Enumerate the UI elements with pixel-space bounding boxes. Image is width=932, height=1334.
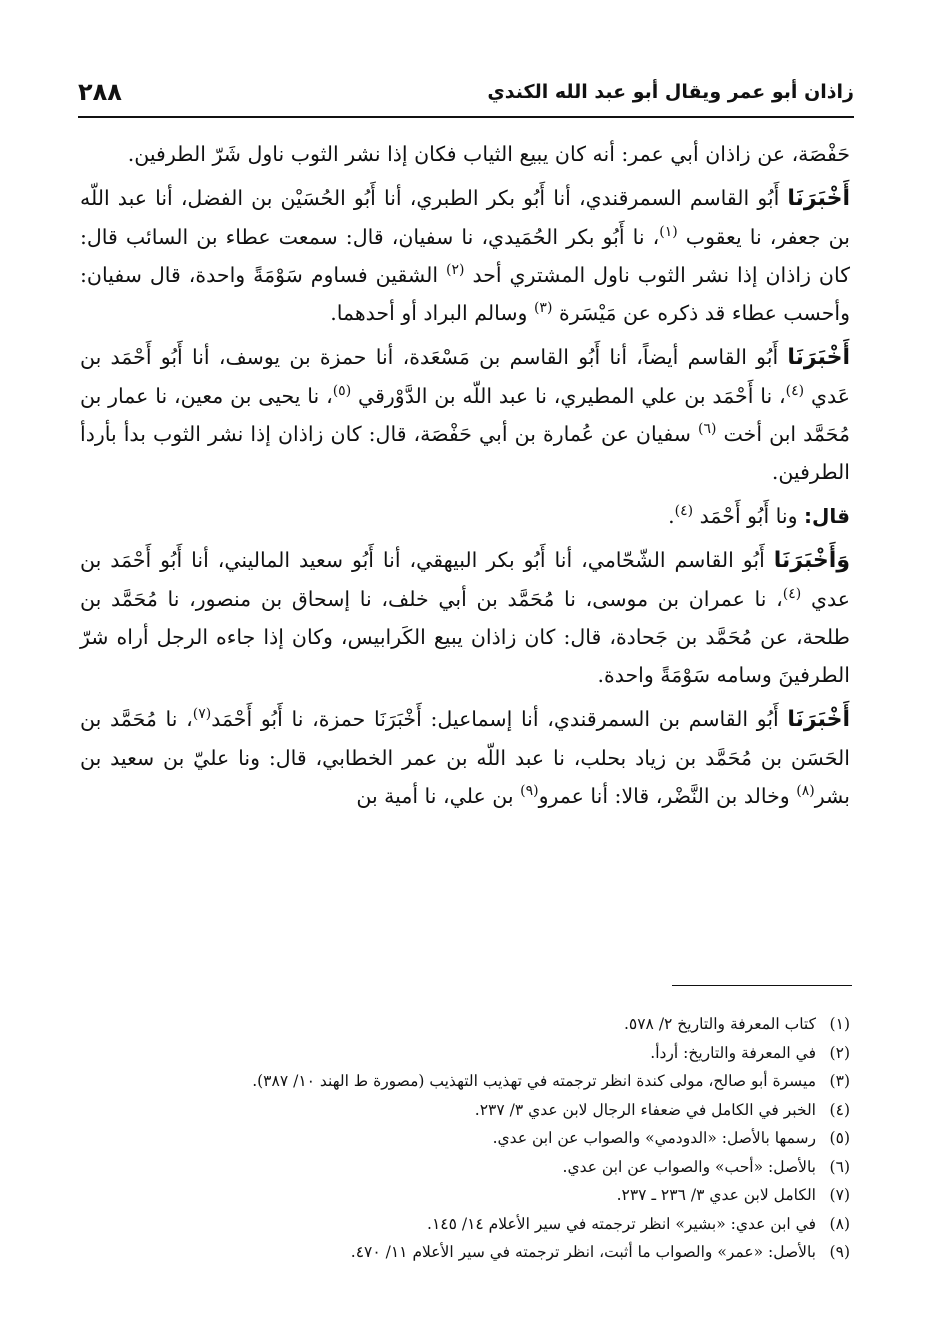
footnote-number: (٦) xyxy=(829,1157,850,1176)
paragraph-2 xyxy=(80,179,850,332)
akhbarana-keyword: أَخْبَرَنَا xyxy=(787,186,850,211)
footnote-number: (٤) xyxy=(829,1100,850,1119)
page-header xyxy=(78,72,854,112)
qal-keyword: قال: xyxy=(804,504,850,528)
text-segment: أَبُو القاسم السمرقندي، أنا أَبُو بكر الطبري، أنا أَبُو الحُسَيْن بن الفضل، أنا عبد اللّه بن جعفر، نا يعقوب xyxy=(80,186,850,249)
footnote-separator xyxy=(672,985,852,986)
footnote-ref-5[interactable]: (٥) xyxy=(332,383,352,400)
footnote-text: رسمها بالأصل: «الدودمي» والصواب عن ابن عدي. xyxy=(492,1129,816,1147)
footnote-text: بالأصل: «أحب» والصواب عن ابن عدي. xyxy=(562,1157,816,1176)
footnote-item xyxy=(80,1067,850,1096)
text-segment: ، نا أَحْمَد بن علي المطيري، نا عبد اللّه بن الدَّوْرقي xyxy=(358,384,786,408)
akhbarana-keyword: وَأَخْبَرَنَا xyxy=(773,548,850,573)
text-segment: أَبُو القاسم أيضاً، أنا أَبُو القاسم بن مَسْعَدة، أنا حمزة بن يوسف، أنا أَبُو أَحْمَد بن عَدي xyxy=(80,345,850,408)
akhbarana-keyword: أَخْبَرَنَا xyxy=(787,707,850,732)
footnote-ref-4[interactable]: (٤) xyxy=(674,503,694,520)
text-segment: . xyxy=(668,504,675,528)
footnote-text: بالأصل: «عمر» والصواب ما أثبت، انظر ترجمته في سير الأعلام ١١/ ٤٧٠. xyxy=(350,1243,816,1261)
text-segment: أَبُو القاسم الشّحّامي، أنا أَبُو بكر البيهقي، أنا أَبُو سعيد الماليني، أنا أَبُو أَحْمَد بن عدي xyxy=(80,548,850,611)
running-head: زاذان أبو عمر ويقال أبو عبد الله الكندي xyxy=(487,81,854,103)
text-segment: ، نا يحيى بن معين، نا عمار بن مُحَمَّد ابن أخت xyxy=(80,384,850,446)
footnote-item xyxy=(80,1010,850,1039)
footnote-item xyxy=(80,1039,850,1068)
text-segment: ، نا مُحَمَّد بن الحَسَن بن مُحَمَّد بن زياد بحلب، نا عبد اللّه بن عمر الخطابي، قال: ونا عليّ بن سعيد بن بشر xyxy=(80,707,850,808)
footnote-text: في المعرفة والتاريخ: أردأ. xyxy=(650,1043,816,1062)
footnote-item xyxy=(80,1181,850,1210)
footnote-text: كتاب المعرفة والتاريخ ٢/ ٥٧٨. xyxy=(623,1015,816,1033)
footnote-number: (٧) xyxy=(829,1186,850,1204)
footnote-ref-7[interactable]: (٧) xyxy=(192,706,212,723)
header-rule xyxy=(78,116,854,118)
footnote-text: الكامل لابن عدي ٣/ ٢٣٦ ـ ٢٣٧. xyxy=(616,1186,816,1204)
footnote-number: (١) xyxy=(829,1015,850,1033)
paragraph-1 xyxy=(80,135,850,173)
footnote-ref-9[interactable]: (٩) xyxy=(520,783,539,800)
text-segment: ، نا عمران بن موسى، نا مُحَمَّد بن أبي خلف، نا إسحاق بن منصور، نا مُحَمَّد بن طلحة، عن مُحَمَّد بن جَحادة، قال: كان زاذان يبيع الكَرابيس، وكان إذا جاءه الرجل أراه شرّ الطرفينَ وسامه سَوْمَةً واحدة. xyxy=(80,587,850,687)
footnote-text: الخبر في الكامل في ضعفاء الرجال لابن عدي ٣/ ٢٣٧. xyxy=(474,1100,816,1119)
footnote-number: (٨) xyxy=(829,1214,850,1233)
footnote-item xyxy=(80,1238,850,1267)
footnote-text: ميسرة أبو صالح، مولى كندة انظر ترجمته في تهذيب التهذيب (مصورة ط الهند ١٠/ ٣٨٧). xyxy=(252,1072,816,1090)
footnote-item xyxy=(80,1153,850,1182)
footnote-ref-1[interactable]: (١) xyxy=(659,224,678,241)
footnote-ref-8[interactable]: (٨) xyxy=(796,783,815,800)
paragraph-1-text: حَفْصَة، عن زاذان أبي عمر: أنه كان يبيع الثياب فكان إذا نشر الثوب ناول شَرّ الطرفين. xyxy=(127,142,850,166)
text-segment: أَبُو القاسم بن السمرقندي، أنا إسماعيل: أَخْبَرَنَا حمزة، نا أَبُو أَحْمَد xyxy=(211,707,788,731)
footnote-number: (٩) xyxy=(829,1243,850,1261)
footnote-ref-2[interactable]: (٢) xyxy=(446,262,465,279)
paragraph-6 xyxy=(80,700,850,815)
footnote-ref-6[interactable]: (٦) xyxy=(698,421,717,438)
text-segment: وخالد بن النَّضْر، قالا: أنا عمرو xyxy=(538,784,797,808)
footnote-number: (٥) xyxy=(829,1129,850,1147)
footnote-text: في ابن عدي: «بشير» انظر ترجمته في سير الأعلام ١٤/ ١٤٥. xyxy=(427,1214,816,1233)
paragraph-3 xyxy=(80,338,850,491)
footnote-number: (٣) xyxy=(829,1072,850,1090)
footnote-number: (٢) xyxy=(829,1043,850,1062)
footnote-item xyxy=(80,1124,850,1153)
footnotes xyxy=(80,1010,850,1267)
page-number: ٢٨٨ xyxy=(78,78,122,106)
footnote-item xyxy=(80,1096,850,1125)
text-segment: وسالم البراد أو أحدهما. xyxy=(330,301,534,325)
text-segment: بن علي، نا أمية بن xyxy=(356,784,521,808)
text-segment: سفيان عن عُمارة بن أبي حَفْصَة، قال: كان زاذان إذا نشر الثوب بدأ بأردأ الطرفين. xyxy=(80,422,850,484)
footnote-ref-3[interactable]: (٣) xyxy=(533,300,553,317)
text-segment: ، نا أَبُو بكر الحُمَيدي، نا سفيان، قال: سمعت عطاء بن السائب قال: كان زاذان إذا نشر الثوب ناول المشتري أحد xyxy=(80,225,850,287)
footnote-item xyxy=(80,1210,850,1239)
text-segment: الشقين فساوم سَوْمَةً واحدة، قال سفيان: وأحسب عطاء قد ذكره عن مَيْسَرة xyxy=(80,263,850,325)
text-segment: ونا أَبُو أَحْمَد xyxy=(699,504,805,528)
footnote-ref-4[interactable]: (٤) xyxy=(782,586,802,603)
paragraph-5 xyxy=(80,541,850,694)
main-text xyxy=(80,135,850,821)
paragraph-4 xyxy=(80,497,850,535)
footnote-ref-4[interactable]: (٤) xyxy=(785,383,805,400)
akhbarana-keyword: أَخْبَرَنَا xyxy=(787,345,850,370)
